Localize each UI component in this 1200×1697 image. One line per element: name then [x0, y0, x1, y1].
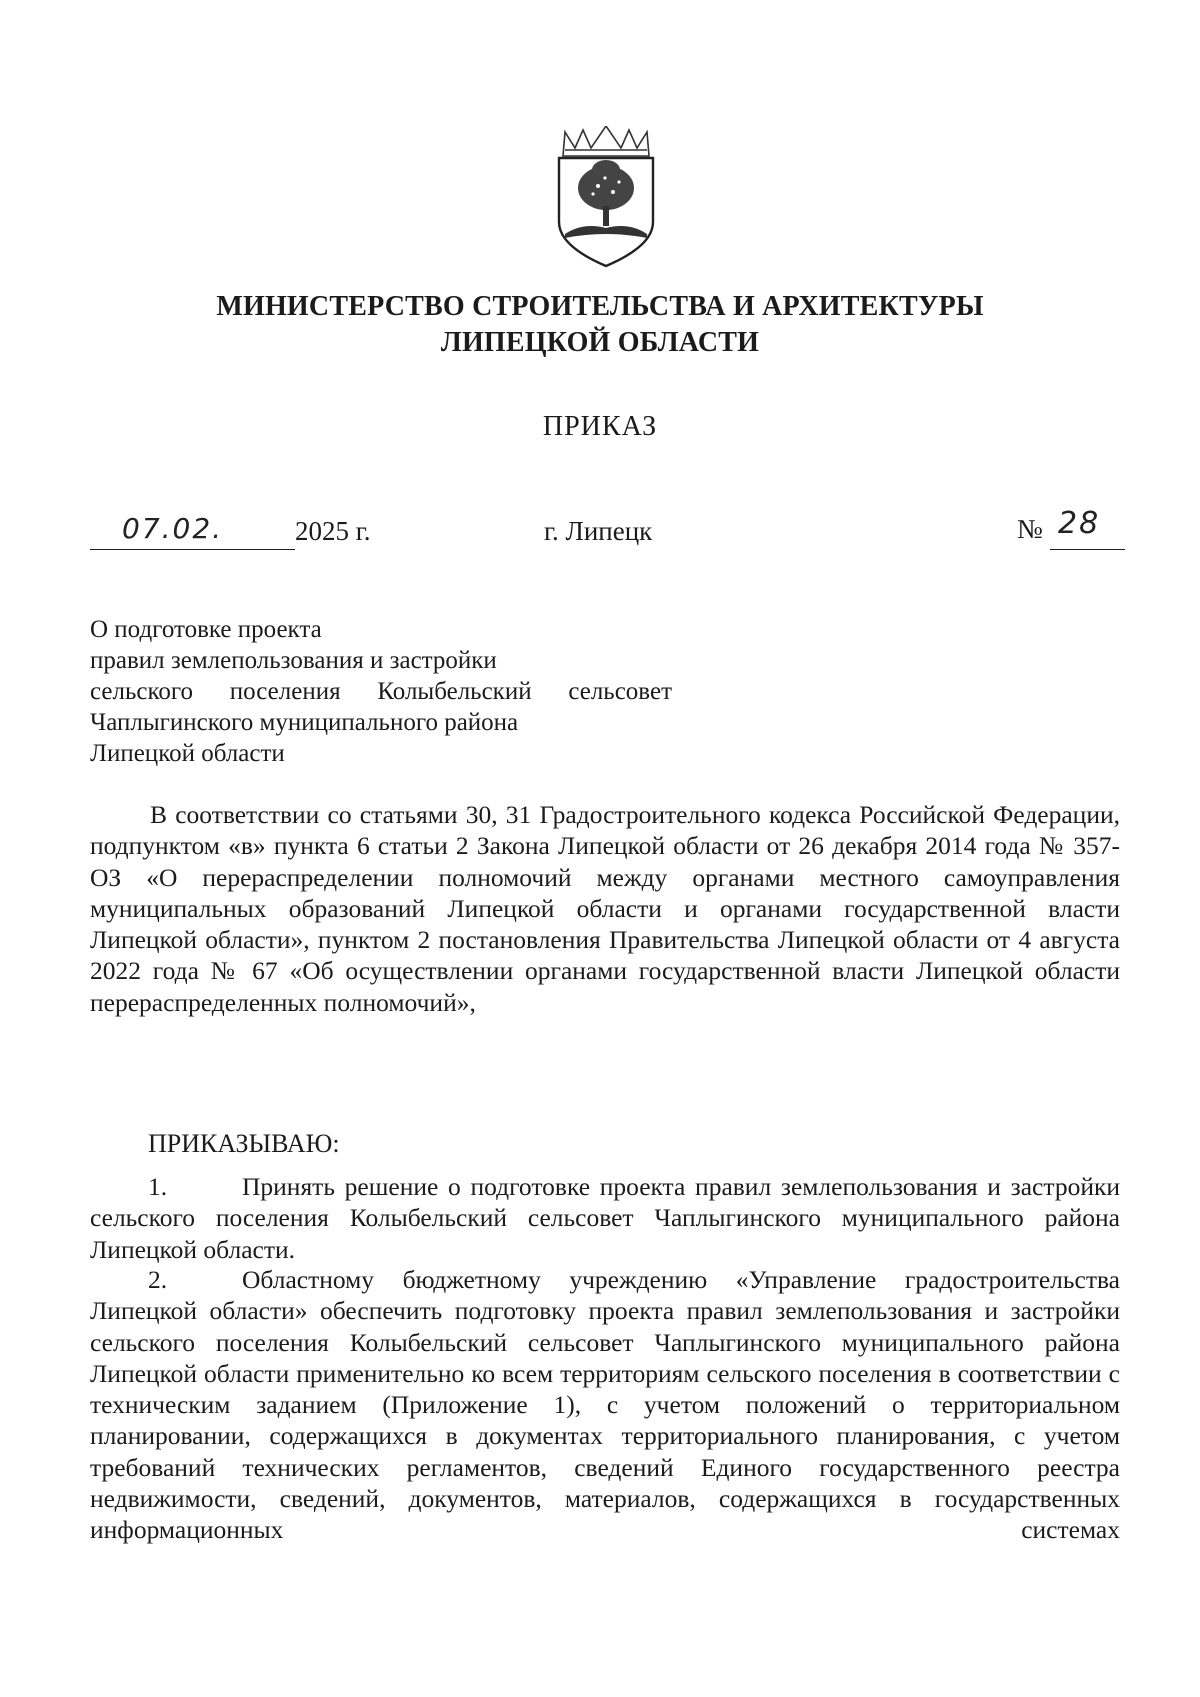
subject-line: Чаплыгинского муниципального района — [90, 709, 519, 736]
number-sign: № — [1017, 514, 1043, 544]
city-text: г. Липецк — [544, 516, 653, 546]
year-text: 2025 г. — [295, 516, 371, 546]
subject-line: сельского поселения Колыбельский сельсовет — [90, 678, 672, 705]
item-text: Областному бюджетному учреждению «Управление градостроительства Липецкой области» обеспечить подготовку проекта правил землепользования и застройки сельского поселения Колыбельский сельсовет Чаплыгинского муниципального района Липецкой области применительно ко всем территориям сельского поселения в соответствии с техническим заданием (Приложение 1), с учетом положений о территориальном планировании, содержащихся в документах территориального планирования, с учетом требований технических регламентов, сведений Единого государственного реестра недвижимости, сведений, документов, материалов, содержащихся в государственных информационных системах — [90, 1265, 1120, 1545]
subject-line: Липецкой области — [90, 740, 285, 767]
handwritten-number: 28 — [1058, 506, 1101, 541]
handwritten-date: 07.02. — [122, 512, 224, 545]
preamble-paragraph: В соответствии со статьями 30, 31 Градостроительного кодекса Российской Федерации, подпунктом «в» пункта 6 статьи 2 Закона Липецкой области от 26 декабря 2014 года № 357-ОЗ «О перераспределении полномочий между органами местного самоуправления муниципальных образований Липецкой области и органами государственной власти Липецкой области», пунктом 2 постановления Правительства Липецкой области от 4 августа 2022 года № 67 «Об осуществлении органами государственной власти Липецкой области перераспределенных полномочий», — [90, 800, 1120, 1017]
date-underline — [90, 549, 295, 550]
org-line-2: ЛИПЕЦКОЙ ОБЛАСТИ — [440, 327, 760, 358]
organization-name — [0, 289, 1200, 361]
org-line-1: МИНИСТЕРСТВО СТРОИТЕЛЬСТВА И АРХИТЕКТУРЫ — [216, 291, 984, 322]
item-number: 1. — [148, 1172, 168, 1201]
date-number-line — [90, 506, 1120, 552]
decree-word: ПРИКАЗЫВАЮ: — [148, 1129, 340, 1158]
order-subject — [90, 614, 730, 769]
coat-of-arms-emblem — [553, 126, 659, 268]
document-type-title: ПРИКАЗ — [542, 411, 658, 442]
item-text: Принять решение о подготовке проекта правил землепользования и застройки сельского поселения Колыбельский сельсовет Чаплыгинского муниципального района Липецкой области. — [90, 1172, 1120, 1264]
subject-line: О подготовке проекта — [90, 616, 322, 643]
subject-line: правил землепользования и застройки — [90, 647, 497, 674]
number-underline — [1050, 549, 1125, 550]
item-number: 2. — [148, 1265, 168, 1294]
order-item-1 — [90, 1171, 1120, 1265]
order-item-2 — [90, 1264, 1120, 1546]
